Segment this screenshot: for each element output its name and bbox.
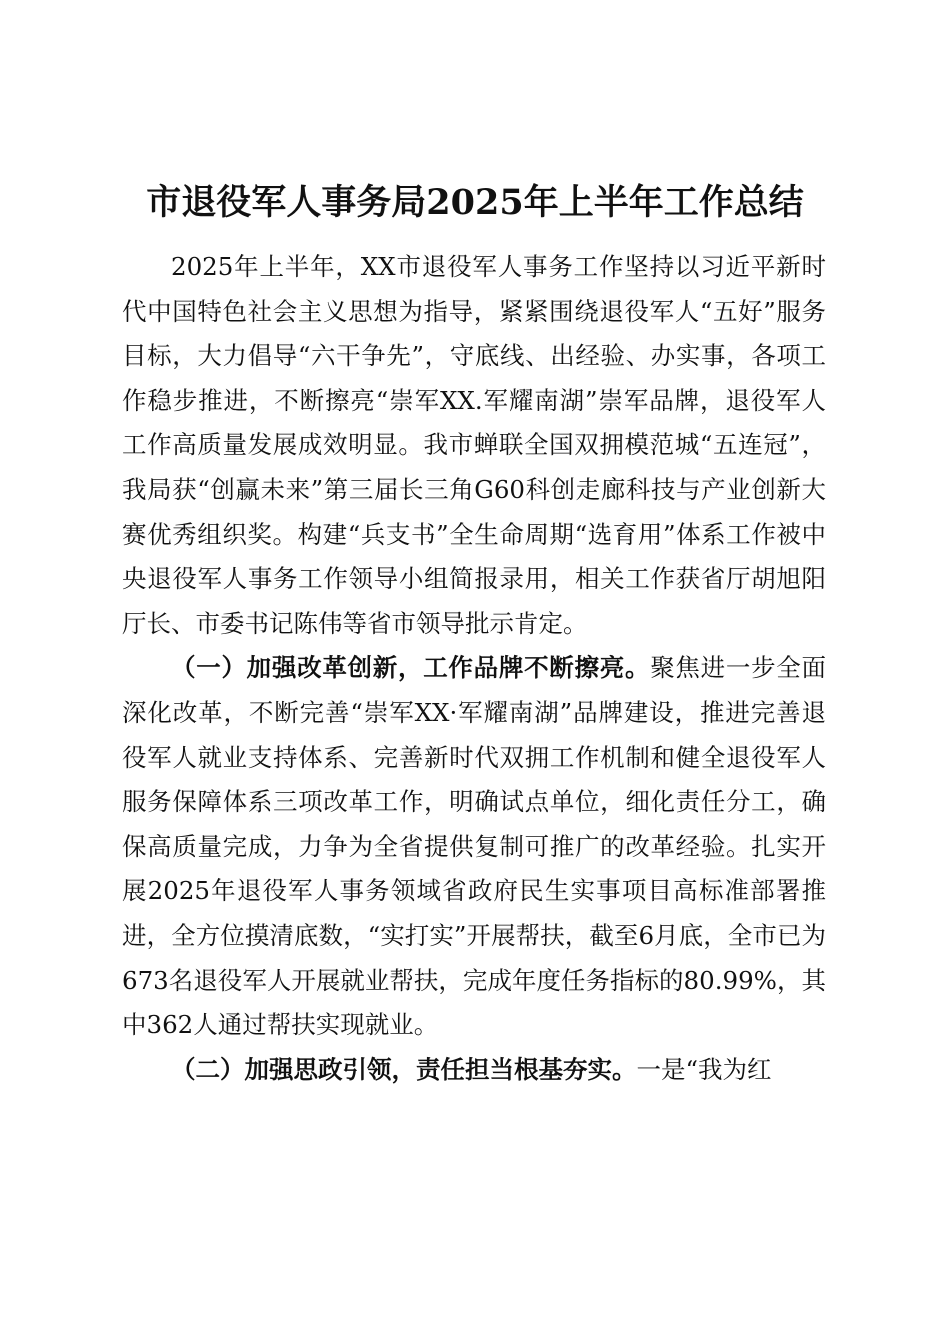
document-title: 市退役军人事务局2025年上半年工作总结	[146, 182, 804, 223]
paragraph-text: 一是“我为红	[636, 1054, 772, 1084]
paragraph-intro	[122, 245, 826, 646]
paragraph-text: 2025年上半年，XX市退役军人事务工作坚持以习近平新时代中国特色社会主义思想为指导，紧紧围绕退役军人“五好”服务目标，大力倡导“六干争先”，守底线、出经验、办实事，各项工作稳步推进，不断擦亮“崇军XX.军耀南湖”崇军品牌，退役军人工作高质量发展成效明显。我市蝉联全国双拥模范城“五连冠”，我局获“创赢未来”第三届长三角G60科创走廊科技与产业创新大赛优秀组织奖。构建“兵支书”全生命周期“选育用”体系工作被中央退役军人事务工作领导小组简报录用，相关工作获省厅胡旭阳厅长、市委书记陈伟等省市领导批示肯定。	[122, 252, 826, 638]
section-heading: （一）加强改革创新，工作品牌不断擦亮。	[171, 653, 651, 683]
section-heading: （二）加强思政引领，责任担当根基夯实。	[171, 1054, 637, 1084]
paragraph-text: 聚焦进一步全面深化改革，不断完善“崇军XX·军耀南湖”品牌建设，推进完善退役军人就业支持体系、完善新时代双拥工作机制和健全退役军人服务保障体系三项改革工作，明确试点单位，细化责任分工，确保高质量完成，力争为全省提供复制可推广的改革经验。扎实开展2025年退役军人事务领域省政府民生实事项目高标准部署推进，全方位摸清底数，“实打实”开展帮扶，截至6月底，全市已为673名退役军人开展就业帮扶，完成年度任务指标的80.99%，其中362人通过帮扶实现就业。	[122, 653, 827, 1040]
document-body	[122, 245, 826, 1092]
paragraph-section-1	[122, 646, 826, 1047]
paragraph-section-2	[122, 1048, 826, 1093]
